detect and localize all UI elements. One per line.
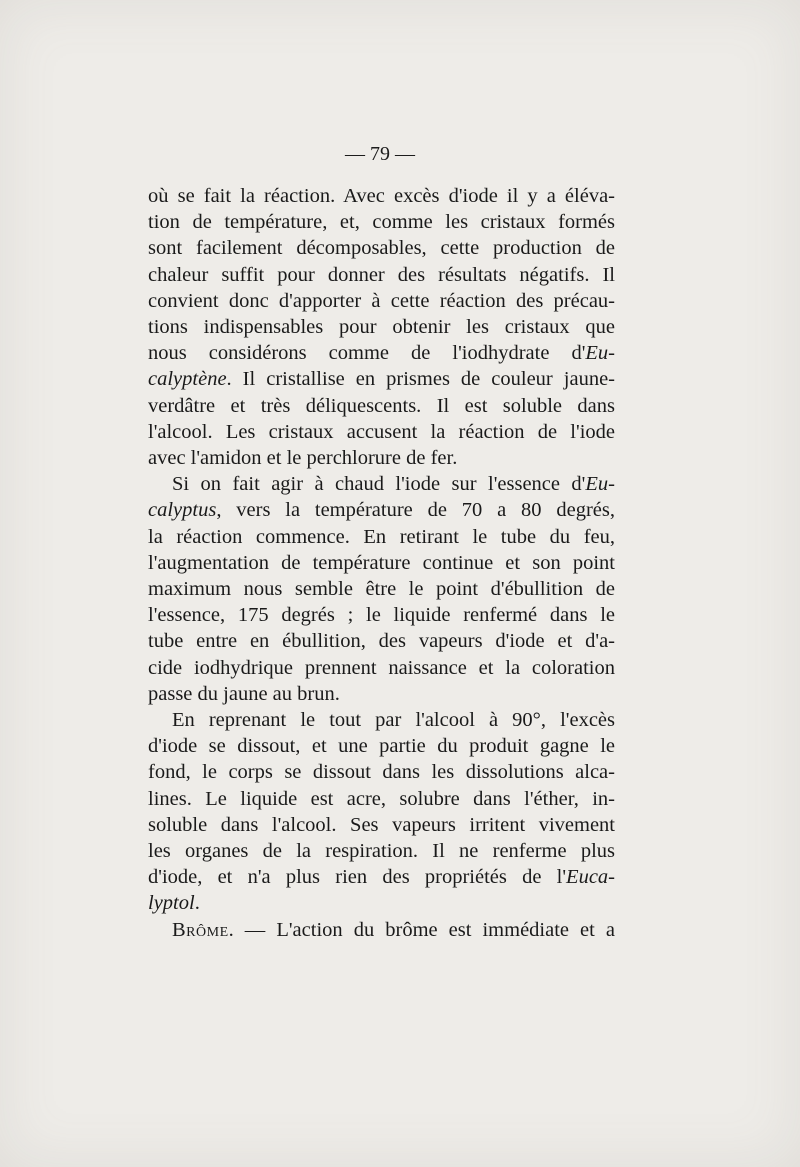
page-number: — 79 —	[345, 143, 415, 165]
text-line: sont facilement décomposables, cette production de	[148, 237, 615, 260]
italic-term: lyptol	[148, 892, 195, 915]
text-line: tions indispensables pour obtenir les cristaux que	[148, 316, 615, 339]
text-line: l'essence, 175 degrés ; le liquide renfermé dans le	[148, 604, 615, 627]
paragraph	[148, 707, 615, 917]
text-line: chaleur suffit pour donner des résultats négatifs. Il	[148, 263, 615, 286]
text-line	[148, 340, 615, 366]
text-line: soluble dans l'alcool. Ses vapeurs irritent vivement	[148, 813, 615, 836]
italic-term: Eu-	[585, 342, 615, 365]
text-line	[148, 890, 615, 916]
body-text	[148, 183, 615, 943]
text-line: fond, le corps se dissout dans les dissolutions alca-	[148, 761, 615, 784]
text-line: avec l'amidon et le perchlorure de fer.	[148, 447, 458, 470]
italic-term: Eu-	[585, 473, 615, 496]
text-run: d'iode, et n'a plus rien des propriétés de l'	[148, 866, 567, 889]
text-line: En reprenant le tout par l'alcool à 90°, l'excès	[172, 709, 615, 732]
text-line	[148, 864, 615, 890]
section-heading: Brôme	[172, 918, 229, 941]
text-run: , vers la température de 70 a 80 degrés,	[216, 499, 615, 522]
text-line: tube entre en ébullition, des vapeurs d'iode et d'a-	[148, 630, 615, 653]
text-line: l'alcool. Les cristaux accusent la réaction de l'iode	[148, 420, 615, 443]
text-line	[148, 366, 615, 392]
text-line: tion de température, et, comme les cristaux formés	[148, 211, 615, 234]
paragraph	[148, 183, 615, 471]
text-run: . — L'action du brôme est immédiate et a	[228, 918, 615, 941]
text-run: .	[194, 892, 200, 915]
text-line	[148, 497, 615, 523]
text-line: d'iode se dissout, et une partie du produit gagne le	[148, 735, 615, 758]
text-line	[148, 471, 615, 497]
text-line: la réaction commence. En retirant le tube du feu,	[148, 525, 615, 548]
text-run: . Il cristallise en prismes de couleur jaune-	[226, 368, 615, 391]
text-line: l'augmentation de température continue et son point	[148, 551, 615, 574]
text-line: maximum nous semble être le point d'ébullition de	[148, 578, 615, 601]
paragraph	[148, 471, 615, 707]
italic-term: calyptène	[148, 368, 227, 391]
italic-term: Euca-	[566, 866, 615, 889]
text-line: les organes de la respiration. Il ne renferme plus	[148, 840, 615, 863]
text-line: cide iodhydrique prennent naissance et la coloration	[148, 656, 615, 679]
text-line: lines. Le liquide est acre, solubre dans l'éther, in-	[148, 787, 615, 810]
text-run: nous considérons comme de l'iodhydrate d'	[148, 342, 586, 365]
italic-term: calyptus	[148, 499, 217, 522]
text-run: Si on fait agir à chaud l'iode sur l'essence d'	[172, 473, 586, 496]
text-line: passe du jaune au brun.	[148, 682, 340, 705]
text-line: convient donc d'apporter à cette réaction des précau-	[148, 289, 615, 312]
text-line: verdâtre et très déliquescents. Il est soluble dans	[148, 394, 615, 417]
text-line: où se fait la réaction. Avec excès d'iode il y a éléva-	[148, 185, 615, 207]
paragraph	[148, 917, 615, 943]
text-line	[148, 917, 615, 943]
